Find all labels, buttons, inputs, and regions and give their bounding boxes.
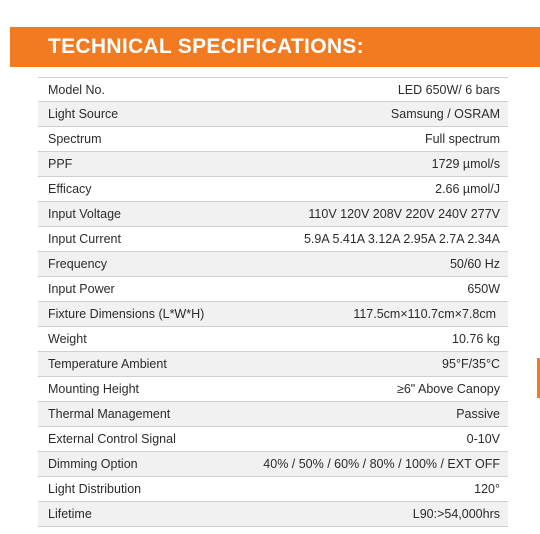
spec-row [38, 377, 508, 402]
spec-value: Samsung / OSRAM [390, 107, 500, 121]
spec-row [38, 302, 508, 327]
spec-row [38, 202, 508, 227]
spec-label: Fixture Dimensions (L*W*H) [48, 307, 205, 321]
spec-row [38, 127, 508, 152]
spec-label: Dimming Option [48, 457, 138, 471]
spec-value: 117.5cm×110.7cm×7.8cm [353, 307, 496, 321]
spec-value: 120° [474, 482, 500, 496]
spec-label: Light Distribution [48, 482, 142, 496]
spec-value: 110V 120V 208V 220V 240V 277V [308, 207, 500, 221]
spec-header-title: TECHNICAL SPECIFICATIONS: [48, 35, 364, 58]
spec-row [38, 502, 508, 527]
spec-value: 1729 µmol/s [431, 157, 500, 171]
spec-label: Input Current [48, 232, 121, 246]
spec-row [38, 327, 508, 352]
spec-value: Full spectrum [424, 132, 500, 146]
spec-value: Passive [456, 407, 500, 421]
spec-row [38, 102, 508, 127]
spec-header-bar [10, 27, 540, 67]
spec-row [38, 277, 508, 302]
spec-value: 50/60 Hz [449, 257, 500, 271]
spec-label: Thermal Management [48, 407, 171, 421]
spec-label: Efficacy [48, 182, 92, 196]
spec-label: Lifetime [48, 507, 92, 521]
spec-label: Input Power [48, 282, 115, 296]
spec-label: PPF [48, 157, 73, 171]
spec-row [38, 152, 508, 177]
spec-row [38, 177, 508, 202]
spec-row [38, 452, 508, 477]
spec-label: Weight [48, 332, 87, 346]
spec-value: ≥6" Above Canopy [396, 382, 500, 396]
spec-label: Input Voltage [48, 207, 121, 221]
spec-label: Mounting Height [48, 382, 140, 396]
spec-value: 10.76 kg [452, 332, 500, 346]
spec-label: Temperature Ambient [48, 357, 167, 371]
spec-value: 95°F/35°C [442, 357, 500, 371]
spec-value: 2.66 µmol/J [435, 182, 500, 196]
spec-value: 40% / 50% / 60% / 80% / 100% / EXT OFF [263, 457, 500, 471]
spec-row [38, 477, 508, 502]
spec-label: External Control Signal [48, 432, 176, 446]
spec-label: Model No. [48, 83, 105, 97]
spec-row [38, 252, 508, 277]
spec-row [38, 352, 508, 377]
spec-row [38, 402, 508, 427]
spec-label: Frequency [48, 257, 108, 271]
spec-row [38, 77, 508, 102]
spec-label: Light Source [48, 107, 119, 121]
spec-label: Spectrum [48, 132, 102, 146]
spec-value: 650W [467, 282, 500, 296]
spec-table [38, 77, 508, 527]
spec-value: LED 650W/ 6 bars [397, 83, 500, 97]
spec-value: L90:>54,000hrs [412, 507, 500, 521]
spec-value: 0-10V [466, 432, 500, 446]
spec-row [38, 427, 508, 452]
spec-value: 5.9A 5.41A 3.12A 2.95A 2.7A 2.34A [303, 232, 500, 246]
spec-row [38, 227, 508, 252]
